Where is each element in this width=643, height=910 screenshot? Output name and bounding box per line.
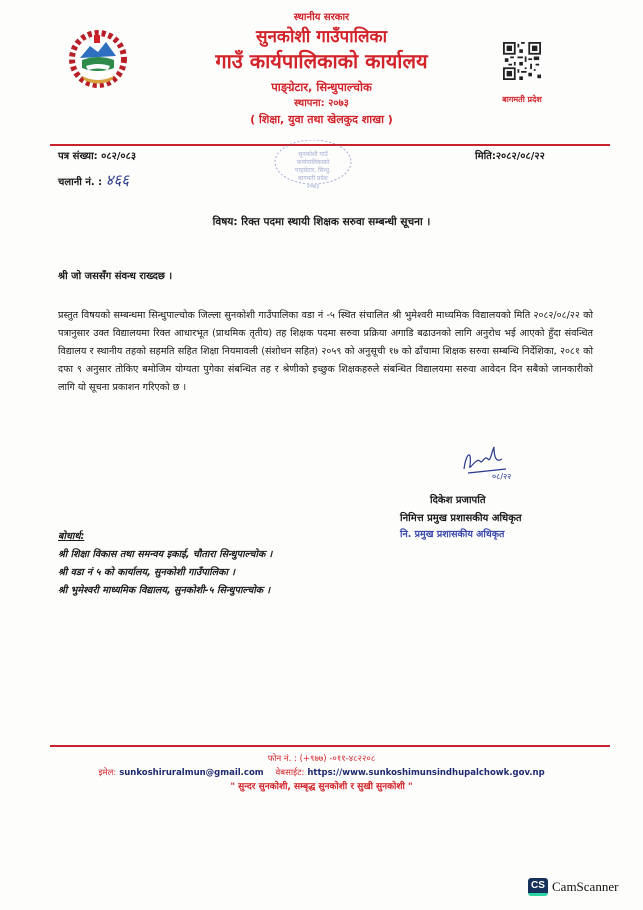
- svg-text:कार्यपालिकाको: कार्यपालिकाको: [296, 159, 330, 166]
- signature-icon: [458, 443, 518, 483]
- qr-code-icon: [503, 42, 541, 80]
- date-label: मिति:: [475, 151, 496, 162]
- cc-title: बोधार्थ:: [58, 531, 85, 542]
- letter-number-value: ०८२/०८३: [101, 151, 137, 162]
- signatory-name: दिकेश प्रजापति: [430, 495, 486, 506]
- salutation: श्री जो जससँग संवन्ध राख्दछ ।: [58, 271, 173, 282]
- established-year: स्थापना: २०७३: [294, 98, 349, 109]
- branch-name: ( शिक्षा, युवा तथा खेलकुद शाखा ): [250, 113, 393, 126]
- province-label: बागमती प्रदेश: [502, 95, 542, 104]
- email-link[interactable]: sunkoshiruralmun@gmail.com: [119, 768, 264, 778]
- cc-block: [58, 528, 272, 600]
- footer: [0, 752, 643, 794]
- municipality-name: सुनकोशी गाउँपालिका: [255, 27, 387, 47]
- letter-number-label: पत्र संख्या:: [58, 151, 98, 162]
- camscanner-label: CamScanner: [552, 879, 619, 894]
- letter-date: [475, 148, 545, 162]
- letter-number: [58, 148, 136, 162]
- camscanner-logo-icon: CS: [528, 878, 548, 896]
- letter-body: प्रस्तुत विषयको सम्बन्धमा सिन्धुपाल्चोक जिल्ला सुनकोशी गाउँपालिका वडा नं -५ स्थित संचालित श्री भुमेश्वरी माध्यमिक विद्यालयको मिति २०८२/०८/२२ को पत्रानुसार उक्त विद्यालयमा रिक्त आधारभूत (प्राथमिक तृतीय) तह शिक्षक पदमा सरुवा प्रक्रिया अगाडि बढाउनको लागि अनुरोध भई आएको हुँदा संवन्धित विद्यालय र स्थानीय तहको सहमति सहित शिक्षा नियमावली (संशोधन सहित) २०५९ को अनुसूची १७ को ढाँचामा शिक्षक सरुवा सम्बन्धि निर्देशिका, २०८१ को दफा ९ अनुसार तोकिए बमोजिम योग्यता पुगेका संबन्धित तह र श्रेणीको इच्छुक शिक्षकहरुले संबन्धित विद्यालयमा सरुवा आवेदन दिन सबैको जानकारीको लागि यो सूचना प्रकाशन गरिएको छ ।: [58, 310, 593, 393]
- phone-label: फोन नं. :: [267, 754, 297, 764]
- signature-date: ०८/२२: [492, 472, 512, 481]
- svg-text:पाङ्ग्रेटार, सिन्धु.: पाङ्ग्रेटार, सिन्धु.: [295, 167, 331, 174]
- website-label: वेबसाईट:: [275, 768, 305, 778]
- letterhead: [0, 10, 643, 128]
- date-value: २०८२/०८/२२: [495, 151, 545, 162]
- svg-text:२०७३: २०७३: [306, 183, 320, 190]
- cc-recipient: श्री शिक्षा विकास तथा समन्वय इकाई, चौतारा सिन्धुपाल्चोक ।: [58, 549, 273, 560]
- camscanner-watermark: [528, 878, 618, 896]
- signatory-title: निमित्त प्रमुख प्रशासकीय अधिकृत: [400, 513, 522, 524]
- signatory-stamp: नि. प्रमुख प्रशासकीय अधिकृत: [400, 529, 505, 540]
- government-level: स्थानीय सरकार: [293, 12, 350, 23]
- footer-divider: [50, 745, 610, 747]
- svg-text:सुनकोशी गाउँ: सुनकोशी गाउँ: [298, 151, 328, 158]
- office-stamp-icon: [268, 140, 358, 195]
- footer-contact: [0, 766, 643, 780]
- email-label: इमेल:: [98, 768, 117, 778]
- cc-recipient: श्री वडा नं ५ को कार्यालय, सुनकोशी गाउँपालिका ।: [58, 567, 235, 578]
- footer-motto: " सुन्दर सुनकोशी, सम्बृद्ध सुनकोशी र सुखी सुनकोशी ": [230, 782, 413, 792]
- office-address: पाङ्ग्रेटार, सिन्धुपाल्चोक: [271, 80, 372, 94]
- website-link[interactable]: https://www.sunkoshimunsindhupalchowk.gov.np: [307, 768, 545, 778]
- svg-text:बागमती प्रदेश: बागमती प्रदेश: [298, 175, 328, 182]
- letter-meta: [58, 148, 136, 190]
- office-name: गाउँ कार्यपालिकाको कार्यालय: [215, 49, 428, 73]
- dispatch-number-label: चलानी नं. :: [58, 177, 103, 188]
- phone-value: (+९७७) -०११-४८२२०८: [299, 754, 376, 764]
- letter-subject: विषय: रिक्त पदमा स्थायी शिक्षक सरुवा सम्बन्धी सूचना ।: [212, 216, 431, 228]
- footer-phone: [0, 752, 643, 766]
- dispatch-number: [58, 170, 136, 190]
- dispatch-number-value: ४६६: [105, 171, 130, 189]
- cc-recipient: श्री भुमेश्वरी माध्यमिक विद्यालय, सुनकोशी-५ सिन्धुपाल्चोक ।: [58, 585, 271, 596]
